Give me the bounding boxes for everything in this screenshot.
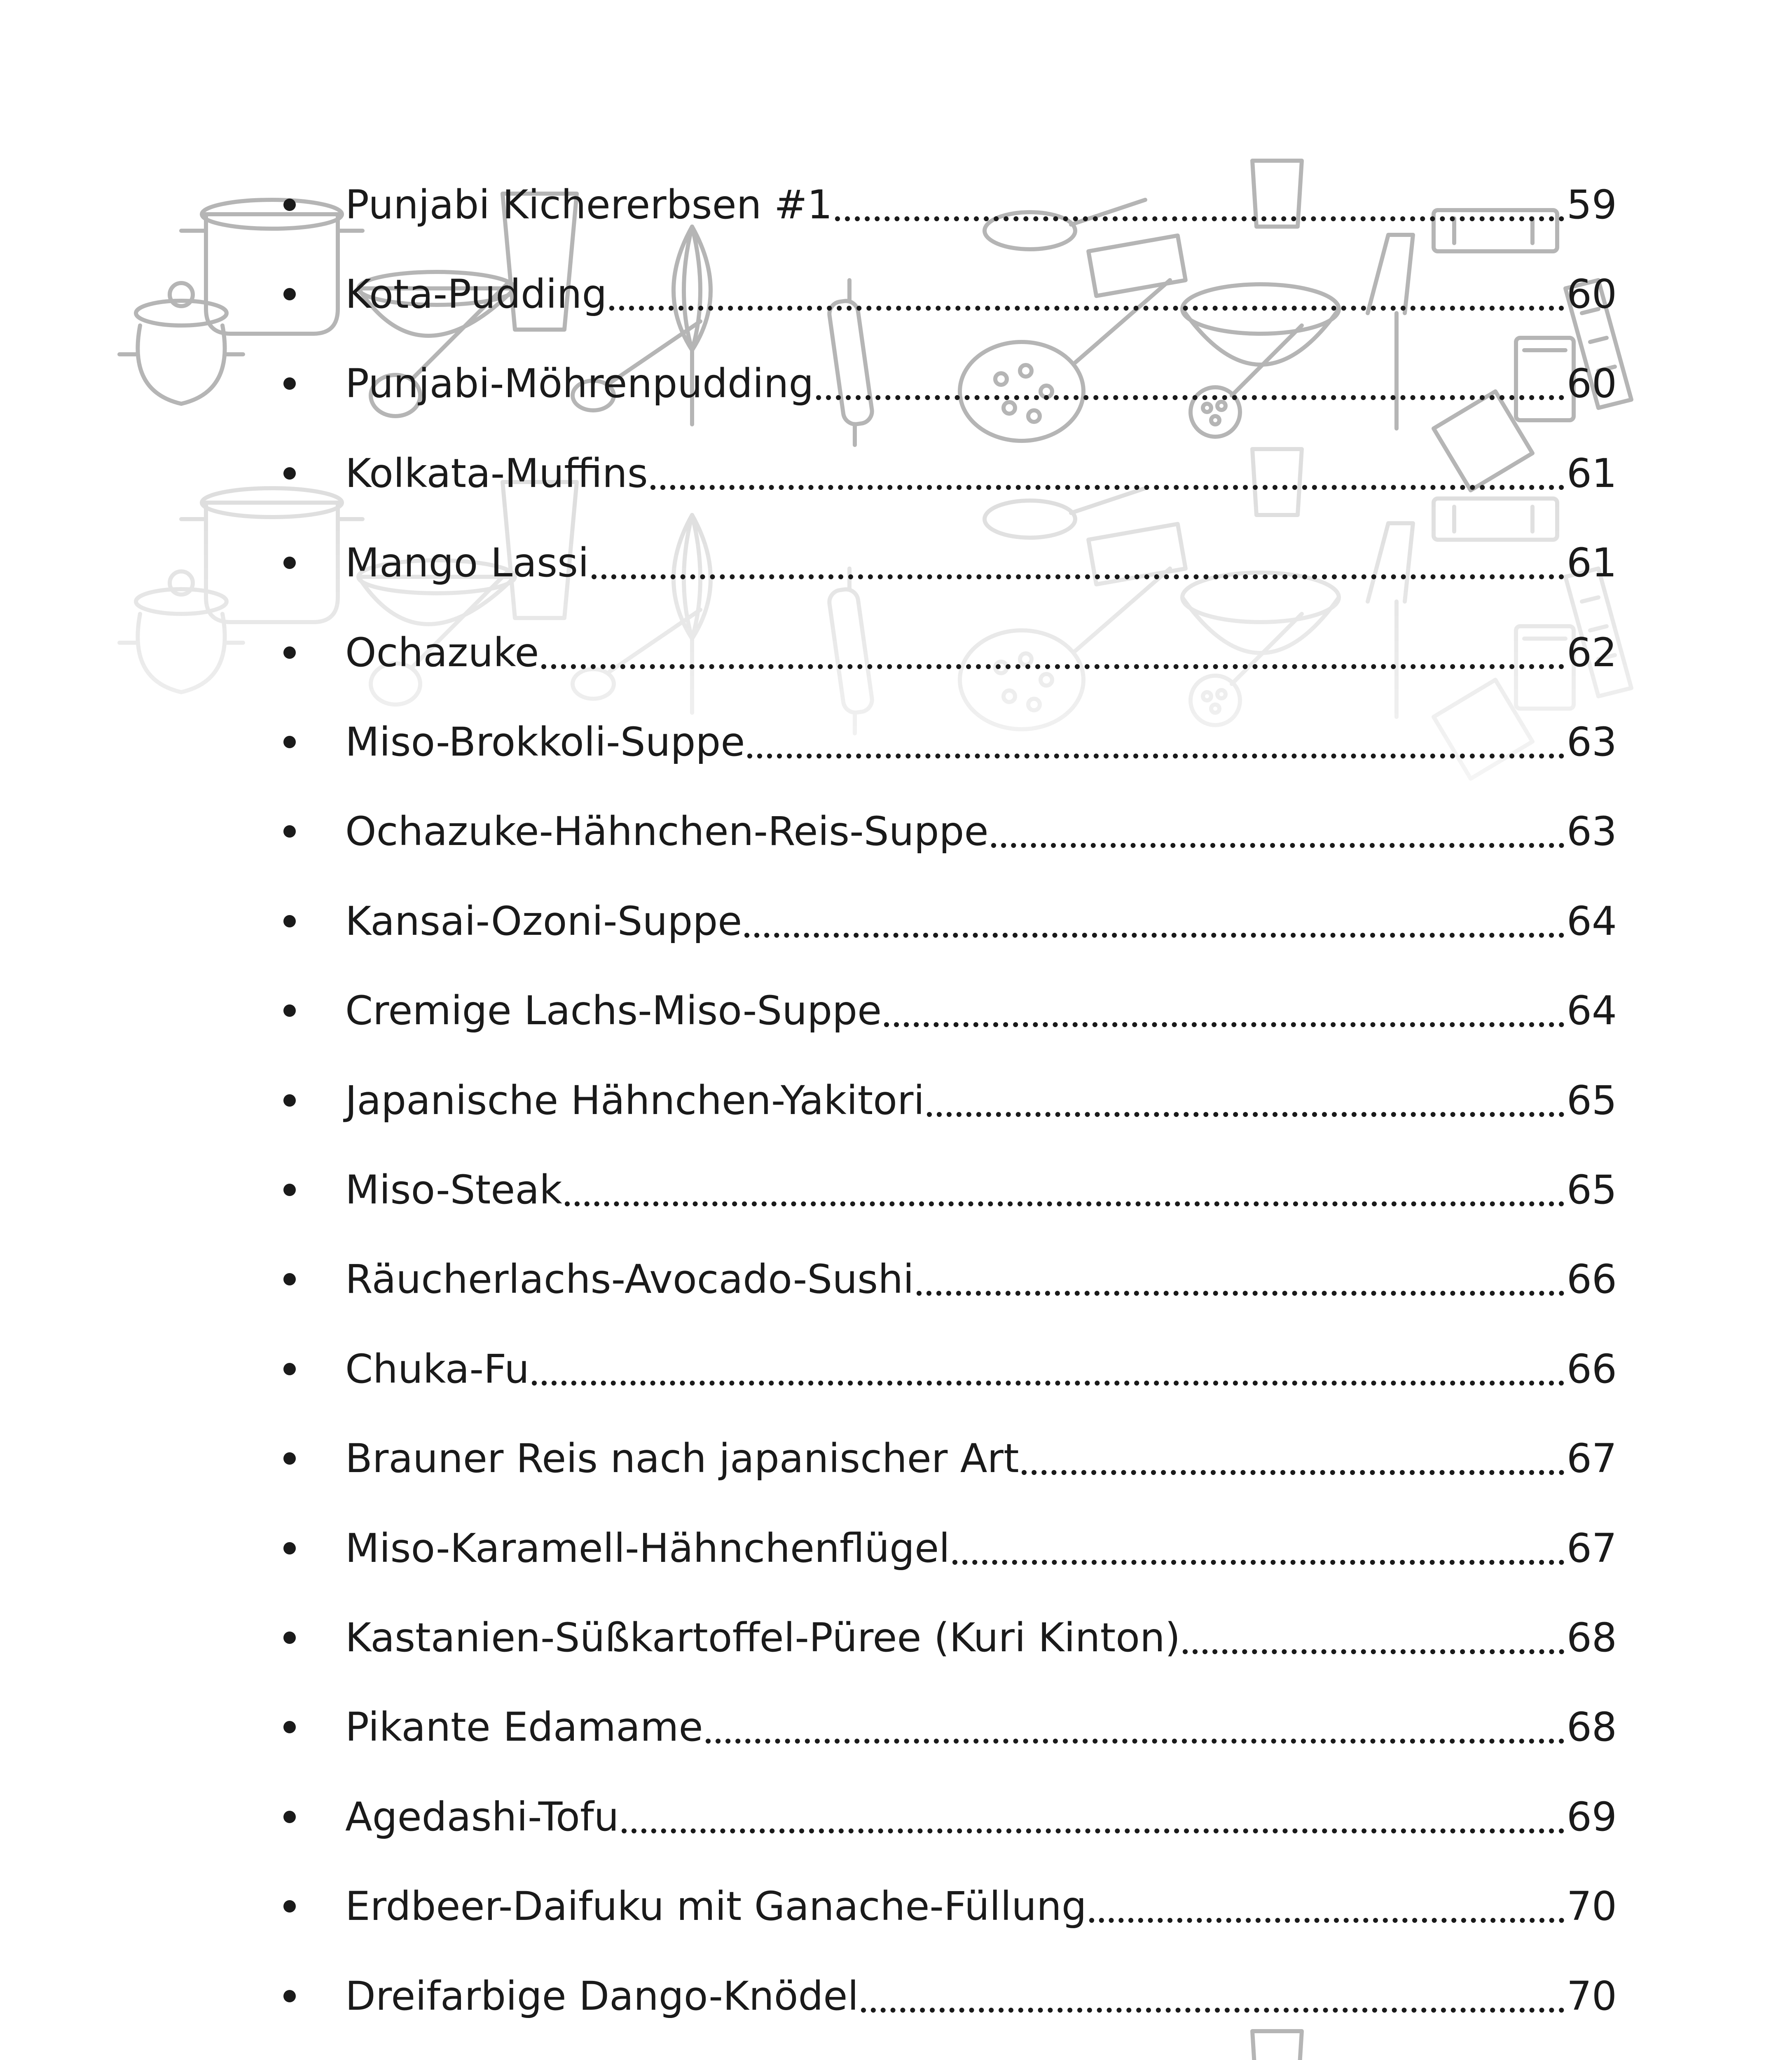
toc-entry-page-number: 64 <box>1566 898 1617 944</box>
dot-leader <box>816 395 1564 400</box>
toc-entry-title: Cremige Lachs-Miso-Suppe <box>345 988 882 1034</box>
toc-entry[interactable] <box>264 1145 1617 1234</box>
bullet-icon <box>283 736 296 748</box>
bullet-icon <box>283 1363 296 1375</box>
dot-leader <box>622 1828 1564 1833</box>
toc-entry-title: Brauner Reis nach japanischer Art <box>345 1435 1019 1482</box>
toc-entry-page-number: 62 <box>1566 629 1617 676</box>
dot-leader <box>541 664 1564 669</box>
toc-entry-title: Chuka-Fu <box>345 1346 529 1392</box>
toc-entry[interactable] <box>264 249 1617 339</box>
toc-entry-page-number: 59 <box>1566 181 1617 228</box>
toc-entry-title: Miso-Brokkoli-Suppe <box>345 719 745 765</box>
bullet-icon <box>283 1900 296 1913</box>
toc-entry-page-number: 63 <box>1566 719 1617 765</box>
toc-entry-page-number: 65 <box>1566 1077 1617 1124</box>
dot-leader <box>565 1201 1564 1206</box>
table-of-contents <box>264 160 1617 2060</box>
toc-entry-title: Räucherlachs-Avocado-Sushi <box>345 1256 914 1303</box>
toc-entry[interactable] <box>264 1772 1617 1861</box>
dot-leader <box>706 1739 1564 1744</box>
bullet-icon <box>283 1542 296 1554</box>
dot-leader <box>747 754 1564 758</box>
toc-entry-page-number: 60 <box>1566 360 1617 407</box>
toc-entry-title: Miso-Karamell-Hähnchenflügel <box>345 1525 950 1571</box>
bullet-icon <box>283 915 296 927</box>
toc-entry[interactable] <box>264 1503 1617 1593</box>
dot-leader <box>991 843 1564 848</box>
toc-entry-title: Kansai-Ozoni-Suppe <box>345 898 742 944</box>
toc-entry-page-number: 68 <box>1566 1614 1617 1661</box>
toc-entry-page-number: 67 <box>1566 1525 1617 1571</box>
dot-leader <box>1089 1918 1564 1923</box>
bullet-icon <box>283 1990 296 2002</box>
bullet-icon <box>283 199 296 211</box>
toc-entry-page-number: 66 <box>1566 1346 1617 1392</box>
toc-entry[interactable] <box>264 1056 1617 1145</box>
toc-entry-title: Mango Lassi <box>345 540 589 586</box>
toc-entry-page-number: 68 <box>1566 1704 1617 1751</box>
toc-entry-title: Ochazuke-Hähnchen-Reis-Suppe <box>345 808 989 855</box>
toc-entry-page-number: 70 <box>1566 1883 1617 1930</box>
dot-leader <box>917 1291 1564 1296</box>
bullet-icon <box>283 825 296 838</box>
dot-leader <box>1022 1470 1564 1475</box>
dot-leader <box>592 574 1564 579</box>
toc-entry-title: Pikante Edamame <box>345 1704 703 1751</box>
toc-entry[interactable] <box>264 2041 1617 2060</box>
toc-entry[interactable] <box>264 428 1617 518</box>
toc-entry[interactable] <box>264 697 1617 787</box>
bullet-icon <box>283 1721 296 1733</box>
dot-leader <box>927 1112 1564 1117</box>
bullet-icon <box>283 1632 296 1644</box>
toc-entry-page-number: 64 <box>1566 988 1617 1034</box>
toc-entry[interactable] <box>264 1593 1617 1682</box>
bullet-icon <box>283 1452 296 1465</box>
toc-entry-title: Miso-Steak <box>345 1166 562 1213</box>
toc-entry-title: Kolkata-Muffins <box>345 450 648 496</box>
bullet-icon <box>283 288 296 300</box>
toc-entry-title: Dreifarbige Dango-Knödel <box>345 1973 859 2019</box>
toc-entry[interactable] <box>264 876 1617 966</box>
toc-entry-page-number: 60 <box>1566 271 1617 318</box>
toc-entry[interactable] <box>264 787 1617 876</box>
bullet-icon <box>283 1184 296 1196</box>
bullet-icon <box>283 1094 296 1107</box>
toc-entry[interactable] <box>264 966 1617 1056</box>
toc-entry-title: Ochazuke <box>345 629 539 676</box>
toc-entry[interactable] <box>264 518 1617 608</box>
bullet-icon <box>283 377 296 390</box>
toc-entry-page-number: 65 <box>1566 1166 1617 1213</box>
dot-leader <box>532 1381 1564 1386</box>
toc-entry[interactable] <box>264 160 1617 249</box>
toc-entry-title: Erdbeer-Daifuku mit Ganache-Füllung <box>345 1883 1087 1930</box>
bullet-icon <box>283 467 296 480</box>
toc-entry-page-number: 61 <box>1566 540 1617 586</box>
toc-entry[interactable] <box>264 1861 1617 1951</box>
dot-leader <box>744 933 1564 938</box>
toc-entry[interactable] <box>264 1683 1617 1772</box>
toc-entry[interactable] <box>264 339 1617 428</box>
toc-entry[interactable] <box>264 608 1617 697</box>
toc-entry[interactable] <box>264 1414 1617 1503</box>
toc-entry[interactable] <box>264 1324 1617 1414</box>
bullet-icon <box>283 646 296 659</box>
toc-entry[interactable] <box>264 1951 1617 2041</box>
toc-entry-title: Agedashi-Tofu <box>345 1793 619 1840</box>
dot-leader <box>952 1560 1564 1565</box>
toc-entry-page-number: 67 <box>1566 1435 1617 1482</box>
toc-entry-page-number: 66 <box>1566 1256 1617 1303</box>
toc-entry-page-number: 63 <box>1566 808 1617 855</box>
bullet-icon <box>283 1273 296 1285</box>
toc-entry-page-number: 61 <box>1566 450 1617 496</box>
dot-leader <box>861 2008 1564 2013</box>
bullet-icon <box>283 1811 296 1823</box>
dot-leader <box>884 1022 1564 1027</box>
toc-entry-title: Japanische Hähnchen-Yakitori <box>345 1077 925 1124</box>
dot-leader <box>609 306 1564 311</box>
toc-entry-page-number: 70 <box>1566 1973 1617 2019</box>
toc-entry[interactable] <box>264 1235 1617 1324</box>
toc-entry-title: Kastanien-Süßkartoffel-Püree (Kuri Kinton) <box>345 1614 1181 1661</box>
dot-leader <box>835 216 1564 221</box>
bullet-icon <box>283 1004 296 1017</box>
toc-entry-title: Punjabi-Möhrenpudding <box>345 360 814 407</box>
bullet-icon <box>283 557 296 569</box>
toc-entry-title: Punjabi Kichererbsen #1 <box>345 181 833 228</box>
toc-entry-page-number: 69 <box>1566 1793 1617 1840</box>
dot-leader <box>650 485 1564 490</box>
toc-entry-title: Kota-Pudding <box>345 271 607 318</box>
dot-leader <box>1183 1649 1564 1654</box>
